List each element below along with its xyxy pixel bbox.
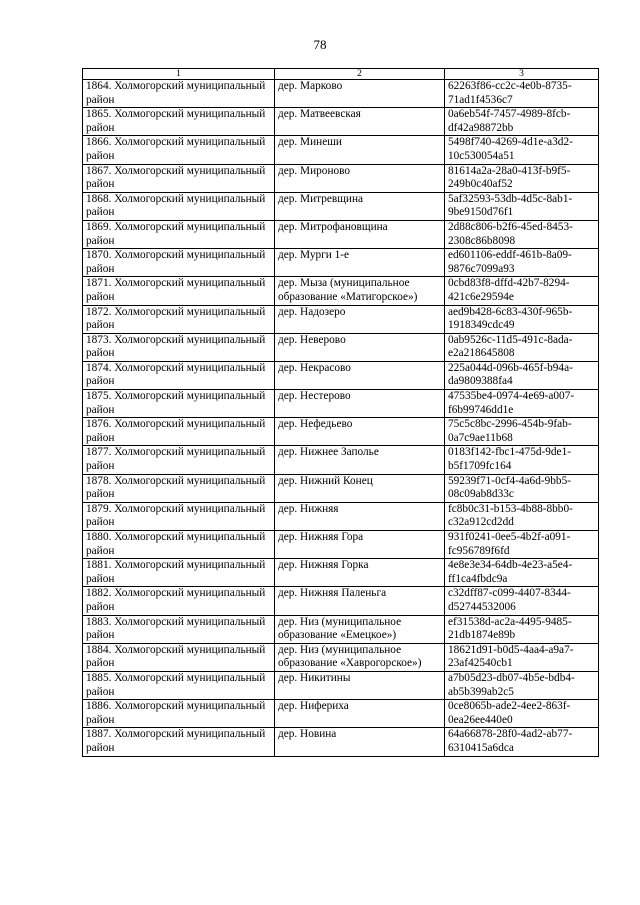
settlement-cell: дер. Митрофановщина	[275, 220, 445, 248]
municipality-cell: 1865. Холмогорский муниципальный район	[83, 108, 275, 136]
guid-cell: a7b05d23-db07-4b5e-bdb4-ab5b399ab2c5	[445, 671, 599, 699]
table-row	[83, 80, 599, 108]
municipality-cell: 1884. Холмогорский муниципальный район	[83, 643, 275, 671]
table-row	[83, 136, 599, 164]
municipality-cell: 1880. Холмогорский муниципальный район	[83, 531, 275, 559]
municipality-cell: 1877. Холмогорский муниципальный район	[83, 446, 275, 474]
municipality-cell: 1874. Холмогорский муниципальный район	[83, 361, 275, 389]
guid-cell: 5498f740-4269-4d1e-a3d2-10c530054a51	[445, 136, 599, 164]
settlement-cell: дер. Минеши	[275, 136, 445, 164]
table-row	[83, 361, 599, 389]
settlement-cell: дер. Нижняя	[275, 502, 445, 530]
table-row	[83, 108, 599, 136]
settlement-cell: дер. Мыза (муниципальное образование «Матигорское»)	[275, 277, 445, 305]
column-header-3: 3	[445, 69, 599, 80]
table-row	[83, 531, 599, 559]
table-row	[83, 643, 599, 671]
table-row	[83, 249, 599, 277]
settlement-cell: дер. Неверово	[275, 333, 445, 361]
table-row	[83, 390, 599, 418]
settlement-cell: дер. Митревщина	[275, 192, 445, 220]
table-row	[83, 418, 599, 446]
table-row	[83, 277, 599, 305]
table-row	[83, 502, 599, 530]
guid-cell: 59239f71-0cf4-4a6d-9bb5-08c09ab8d33c	[445, 474, 599, 502]
guid-cell: 2d88c806-b2f6-45ed-8453-2308c86b8098	[445, 220, 599, 248]
guid-cell: 0cbd83f8-dffd-42b7-8294-421c6e29594e	[445, 277, 599, 305]
settlements-table	[82, 68, 599, 757]
guid-cell: 5af32593-53db-4d5c-8ab1-9be9150d76f1	[445, 192, 599, 220]
municipality-cell: 1885. Холмогорский муниципальный район	[83, 671, 275, 699]
page-number: 78	[313, 37, 327, 52]
settlement-cell: дер. Нестерово	[275, 390, 445, 418]
settlement-cell: дер. Нижний Конец	[275, 474, 445, 502]
guid-cell: 64a66878-28f0-4ad2-ab77-6310415a6dca	[445, 728, 599, 756]
settlement-cell: дер. Нижняя Паленьга	[275, 587, 445, 615]
table-row	[83, 333, 599, 361]
guid-cell: 0ab9526c-11d5-491c-8ada-e2a218645808	[445, 333, 599, 361]
municipality-cell: 1875. Холмогорский муниципальный район	[83, 390, 275, 418]
municipality-cell: 1881. Холмогорский муниципальный район	[83, 559, 275, 587]
table-row	[83, 700, 599, 728]
table-row	[83, 728, 599, 756]
guid-cell: fc8b0c31-b153-4b88-8bb0-c32a912cd2dd	[445, 502, 599, 530]
municipality-cell: 1879. Холмогорский муниципальный район	[83, 502, 275, 530]
table-header-row	[83, 69, 599, 80]
column-header-2: 2	[275, 69, 445, 80]
municipality-cell: 1887. Холмогорский муниципальный район	[83, 728, 275, 756]
table-row	[83, 164, 599, 192]
guid-cell: ed601106-eddf-461b-8a09-9876c7099a93	[445, 249, 599, 277]
settlement-cell: дер. Никитины	[275, 671, 445, 699]
guid-cell: 225a044d-096b-465f-b94a-da9809388fa4	[445, 361, 599, 389]
settlement-cell: дер. Некрасово	[275, 361, 445, 389]
guid-cell: 47535be4-0974-4e69-a007-f6b99746dd1e	[445, 390, 599, 418]
municipality-cell: 1876. Холмогорский муниципальный район	[83, 418, 275, 446]
guid-cell: 0a6eb54f-7457-4989-8fcb-df42a98872bb	[445, 108, 599, 136]
guid-cell: 18621d91-b0d5-4aa4-a9a7-23af42540cb1	[445, 643, 599, 671]
settlement-cell: дер. Низ (муниципальное образование «Хаврогорское»)	[275, 643, 445, 671]
guid-cell: 4e8e3e34-64db-4e23-a5e4-ff1ca4fbdc9a	[445, 559, 599, 587]
municipality-cell: 1869. Холмогорский муниципальный район	[83, 220, 275, 248]
municipality-cell: 1873. Холмогорский муниципальный район	[83, 333, 275, 361]
settlement-cell: дер. Нижняя Гора	[275, 531, 445, 559]
settlement-cell: дер. Нефедьево	[275, 418, 445, 446]
guid-cell: ef31538d-ac2a-4495-9485-21db1874e89b	[445, 615, 599, 643]
settlement-cell: дер. Низ (муниципальное образование «Емецкое»)	[275, 615, 445, 643]
table-row	[83, 474, 599, 502]
table-row	[83, 587, 599, 615]
municipality-cell: 1883. Холмогорский муниципальный район	[83, 615, 275, 643]
guid-cell: c32dff87-c099-4407-8344-d52744532006	[445, 587, 599, 615]
table-row	[83, 559, 599, 587]
table-row	[83, 192, 599, 220]
guid-cell: 931f0241-0ee5-4b2f-a091-fc956789f6fd	[445, 531, 599, 559]
municipality-cell: 1868. Холмогорский муниципальный район	[83, 192, 275, 220]
guid-cell: 75c5c8bc-2996-454b-9fab-0a7c9ae11b68	[445, 418, 599, 446]
municipality-cell: 1882. Холмогорский муниципальный район	[83, 587, 275, 615]
settlement-cell: дер. Нижнее Заполье	[275, 446, 445, 474]
table-row	[83, 671, 599, 699]
guid-cell: 0183f142-fbc1-475d-9de1-b5f1709fc164	[445, 446, 599, 474]
guid-cell: aed9b428-6c83-430f-965b-1918349cdc49	[445, 305, 599, 333]
settlement-cell: дер. Мироново	[275, 164, 445, 192]
settlement-cell: дер. Матвеевская	[275, 108, 445, 136]
settlement-cell: дер. Новина	[275, 728, 445, 756]
settlement-cell: дер. Марково	[275, 80, 445, 108]
municipality-cell: 1878. Холмогорский муниципальный район	[83, 474, 275, 502]
municipality-cell: 1866. Холмогорский муниципальный район	[83, 136, 275, 164]
guid-cell: 62263f86-cc2c-4e0b-8735-71ad1f4536c7	[445, 80, 599, 108]
municipality-cell: 1870. Холмогорский муниципальный район	[83, 249, 275, 277]
municipality-cell: 1864. Холмогорский муниципальный район	[83, 80, 275, 108]
settlement-cell: дер. Нифериха	[275, 700, 445, 728]
municipality-cell: 1871. Холмогорский муниципальный район	[83, 277, 275, 305]
settlement-cell: дер. Мурги 1-е	[275, 249, 445, 277]
settlement-cell: дер. Нижняя Горка	[275, 559, 445, 587]
municipality-cell: 1872. Холмогорский муниципальный район	[83, 305, 275, 333]
table-row	[83, 446, 599, 474]
column-header-1: 1	[83, 69, 275, 80]
settlement-cell: дер. Надозеро	[275, 305, 445, 333]
guid-cell: 81614a2a-28a0-413f-b9f5-249b0c40af52	[445, 164, 599, 192]
guid-cell: 0ce8065b-ade2-4ee2-863f-0ea26ee440e0	[445, 700, 599, 728]
municipality-cell: 1867. Холмогорский муниципальный район	[83, 164, 275, 192]
table-row	[83, 615, 599, 643]
table-row	[83, 220, 599, 248]
municipality-cell: 1886. Холмогорский муниципальный район	[83, 700, 275, 728]
table-row	[83, 305, 599, 333]
table-body	[83, 80, 599, 757]
